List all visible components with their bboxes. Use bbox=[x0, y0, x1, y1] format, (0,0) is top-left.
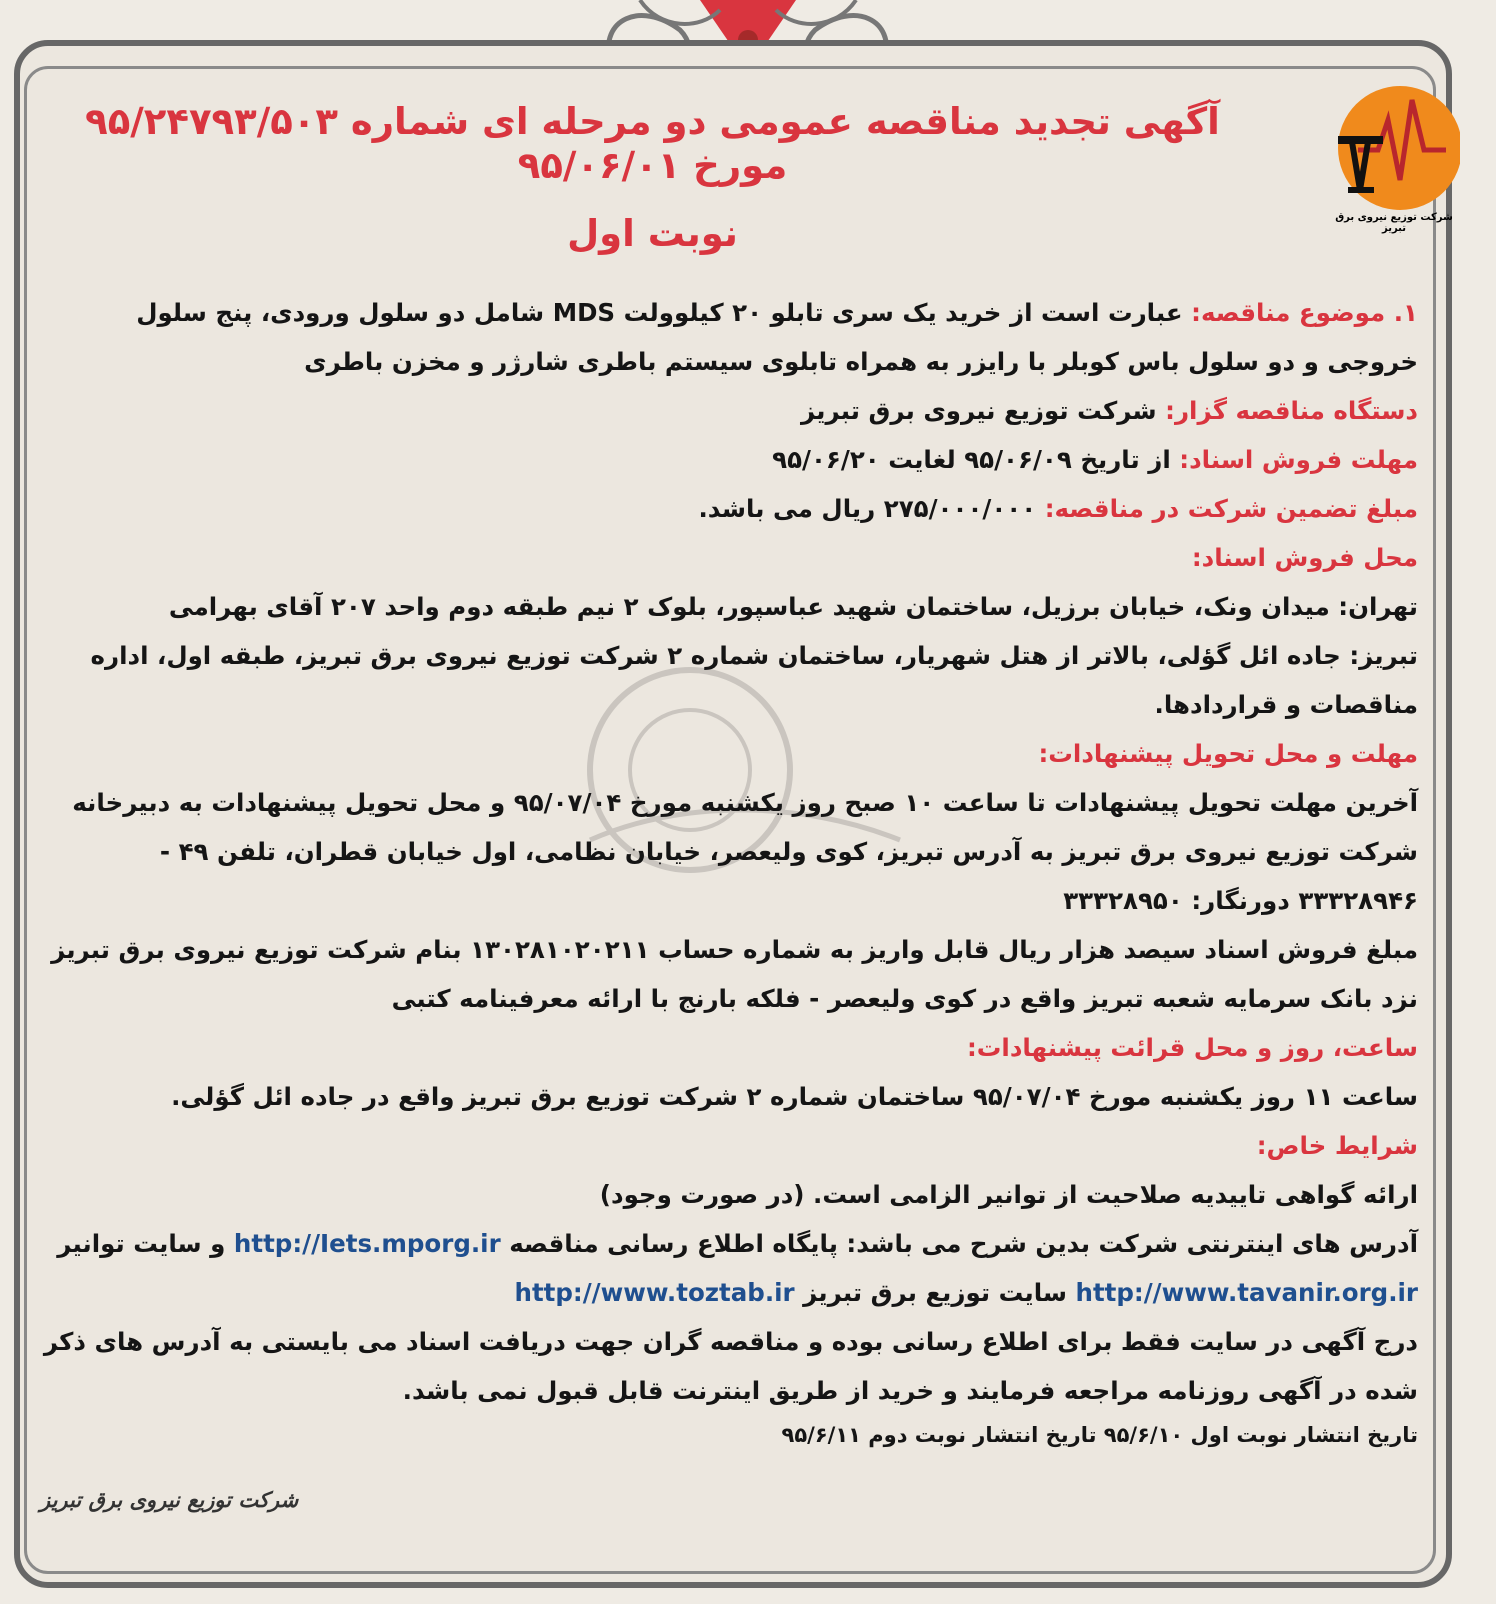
price-text: مبلغ فروش اسناد سیصد هزار ریال قابل واریز به شماره حساب ۱۳۰۲۸۱۰۲۰۲۱۱ بنام شرکت توزیع نیروی برق تبریز نزد بانک سرمایه شعبه تبریز واقع در کوی ولیعصر - فلکه بارنج با ارائه معرفینامه کتبی bbox=[51, 935, 1418, 1013]
opening-text: ساعت ۱۱ روز یکشنبه مورخ ۹۵/۰۷/۰۴ ساختمان شماره ۲ شرکت توزیع برق تبریز واقع در جاده ائل گؤلی. bbox=[171, 1082, 1418, 1111]
link-toztab[interactable]: http://www.toztab.ir bbox=[514, 1278, 795, 1307]
special-text: ارائه گواهی تاییدیه صلاحیت از توانیر الزامی است. (در صورت وجود) bbox=[599, 1180, 1418, 1209]
sale-place-tehran: تهران: میدان ونک، خیابان برزیل، ساختمان شهید عباسپور، بلوک ۲ نیم طبقه دوم واحد ۲۰۷ آقای بهرامی bbox=[168, 592, 1418, 621]
opening-label: ساعت، روز و محل قرائت پیشنهادات: bbox=[967, 1033, 1418, 1062]
sites-text-2: و سایت توانیر bbox=[57, 1229, 226, 1258]
sale-place-tabriz: تبریز: جاده ائل گؤلی، بالاتر از هتل شهریار، ساختمان شماره ۲ شرکت توزیع نیروی برق تبریز، طبقه اول، اداره مناقصات و قراردادها. bbox=[90, 641, 1418, 719]
title-sub: نوبت اول bbox=[567, 212, 738, 255]
sites-paragraph bbox=[40, 1219, 1418, 1317]
subject-text: عبارت است از خرید یک سری تابلو ۲۰ کیلوولت MDS شامل دو سلول ورودی، پنج سلول خروجی و دو سلول باس کوبلر با رایزر به همراه تابلوی سیستم باطری شارژر و مخزن باطری bbox=[136, 298, 1418, 376]
guarantee-label: مبلغ تضمین شرکت در مناقصه: bbox=[1044, 494, 1418, 523]
sites-text-1: آدرس های اینترنتی شرکت بدین شرح می باشد: پایگاه اطلاع رسانی مناقصه bbox=[509, 1229, 1418, 1258]
guarantee-paragraph bbox=[40, 484, 1418, 533]
guarantee-text: ۲۷۵/۰۰۰/۰۰۰ ریال می باشد. bbox=[698, 494, 1037, 523]
delivery-label: مهلت و محل تحویل پیشنهادات: bbox=[1038, 739, 1418, 768]
sale-deadline-label: مهلت فروش اسناد: bbox=[1179, 445, 1418, 474]
sale-deadline-text: از تاریخ ۹۵/۰۶/۰۹ لغایت ۹۵/۰۶/۲۰ bbox=[772, 445, 1171, 474]
publish-text: تاریخ انتشار نوبت اول ۹۵/۶/۱۰ تاریخ انتشار نوبت دوم ۹۵/۶/۱۱ bbox=[781, 1423, 1418, 1447]
link-mporg[interactable]: http://Iets.mporg.ir bbox=[233, 1229, 501, 1258]
delivery-text: آخرین مهلت تحویل پیشنهادات تا ساعت ۱۰ صبح روز یکشنبه مورخ ۹۵/۰۷/۰۴ و محل تحویل پیشنهادات به دبیرخانه شرکت توزیع نیروی برق تبریز به آدرس تبریز، کوی ولیعصر، خیابان نظامی، اول خیابان قطران، تلفن ۴۹ - ۳۳۳۲۸۹۴۶ دورنگار: ۳۳۳۲۸۹۵۰ bbox=[72, 788, 1418, 915]
special-label: شرایط خاص: bbox=[1256, 1131, 1418, 1160]
link-tavanir[interactable]: http://www.tavanir.org.ir bbox=[1075, 1278, 1418, 1307]
sale-place-paragraph bbox=[40, 533, 1418, 582]
company-logo-icon bbox=[1328, 80, 1460, 230]
notice-title bbox=[40, 100, 1265, 256]
notice-body bbox=[40, 288, 1418, 1455]
opening-paragraph bbox=[40, 1023, 1418, 1072]
sites-text-3: سایت توزیع برق تبریز bbox=[803, 1278, 1067, 1307]
logo-caption: شرکت توزیع نیروی برق تبریز bbox=[1335, 212, 1453, 234]
sale-place-label: محل فروش اسناد: bbox=[1191, 543, 1418, 572]
subject-label: ۱. موضوع مناقصه: bbox=[1191, 298, 1418, 327]
subject-paragraph bbox=[40, 288, 1418, 386]
title-main: آگهی تجدید مناقصه عمومی دو مرحله ای شماره ۹۵/۲۴۷۹۳/۵۰۳ مورخ ۹۵/۰۶/۰۱ bbox=[85, 100, 1220, 187]
org-text: شرکت توزیع نیروی برق تبریز bbox=[801, 396, 1157, 425]
sale-deadline-paragraph bbox=[40, 435, 1418, 484]
signature: شرکت توزیع نیروی برق تبریز bbox=[40, 1488, 299, 1512]
org-label: دستگاه مناقصه گزار: bbox=[1165, 396, 1418, 425]
delivery-paragraph bbox=[40, 729, 1418, 778]
notice-text: درج آگهی در سایت فقط برای اطلاع رسانی بوده و مناقصه گران جهت دریافت اسناد می بایستی به آدرس های ذکر شده در آگهی روزنامه مراجعه فرمایند و خرید از طریق اینترنت قابل قبول نمی باشد. bbox=[43, 1327, 1418, 1405]
org-paragraph bbox=[40, 386, 1418, 435]
special-paragraph bbox=[40, 1121, 1418, 1170]
